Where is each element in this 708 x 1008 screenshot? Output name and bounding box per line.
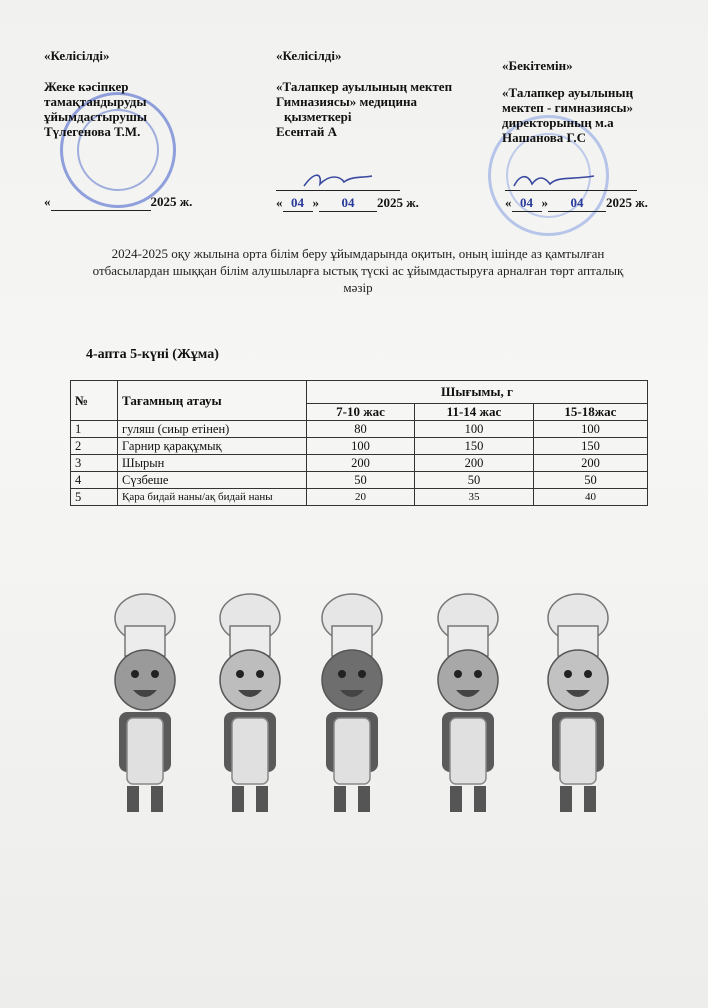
approval-right-line: Нашанова Г.С bbox=[502, 130, 586, 145]
approval-right-heading: «Бекітемін» bbox=[502, 58, 573, 73]
chef-child bbox=[548, 594, 608, 812]
approval-right-line: директорының м.а bbox=[502, 115, 614, 130]
approval-left bbox=[44, 48, 219, 139]
chef-child bbox=[438, 594, 498, 812]
approval-middle-date: « 04 » 04 2025 ж. bbox=[276, 195, 419, 210]
table-row bbox=[71, 489, 648, 506]
header-yield: Шығымы, г bbox=[307, 381, 648, 404]
approval-middle-line: Есентай А bbox=[276, 124, 338, 139]
approval-middle-line: «Талапкер ауылының мектеп bbox=[276, 79, 453, 94]
header-num: № bbox=[71, 381, 118, 421]
row-yield: 200 bbox=[307, 455, 415, 472]
row-yield: 150 bbox=[533, 438, 647, 455]
header-age-group: 7-10 жас bbox=[307, 404, 415, 421]
approval-right-line: «Талапкер ауылының bbox=[502, 85, 634, 100]
header-age-group: 11-14 жас bbox=[415, 404, 534, 421]
row-dish: Қара бидай наны/ақ бидай наны bbox=[118, 489, 307, 506]
row-num: 4 bbox=[71, 472, 118, 489]
approval-left-heading: «Келісілді» bbox=[44, 48, 110, 63]
approval-middle-heading: «Келісілді» bbox=[276, 48, 342, 63]
week-day-label: 4-апта 5-күні (Жұма) bbox=[86, 347, 219, 362]
approval-right-date: « 04 » 04 2025 ж. bbox=[505, 195, 648, 210]
header-age-group: 15-18жас bbox=[533, 404, 647, 421]
row-dish: Гарнир қарақұмық bbox=[118, 438, 307, 455]
row-yield: 50 bbox=[415, 472, 534, 489]
table-row bbox=[71, 472, 648, 489]
row-yield: 200 bbox=[415, 455, 534, 472]
row-yield: 150 bbox=[415, 438, 534, 455]
row-yield: 20 bbox=[307, 489, 415, 506]
approval-left-line: тамақтандыруды bbox=[44, 94, 147, 109]
row-yield: 80 bbox=[307, 421, 415, 438]
chef-child bbox=[220, 594, 280, 812]
header-dish-name: Тағамның атауы bbox=[118, 381, 307, 421]
row-yield: 200 bbox=[533, 455, 647, 472]
approval-left-date: « 2025 ж. bbox=[44, 194, 193, 209]
row-dish: Сүзбеше bbox=[118, 472, 307, 489]
row-num: 3 bbox=[71, 455, 118, 472]
row-yield: 100 bbox=[533, 421, 647, 438]
approval-middle bbox=[276, 48, 476, 139]
row-yield: 100 bbox=[415, 421, 534, 438]
signature-line-middle bbox=[276, 190, 400, 191]
row-dish: Шырын bbox=[118, 455, 307, 472]
table-row bbox=[71, 421, 648, 438]
approval-right-line: мектеп - гимназиясы» bbox=[502, 100, 633, 115]
approval-left-line: Түлегенова Т.М. bbox=[44, 124, 141, 139]
children-chefs-illustration bbox=[90, 580, 650, 820]
table-header-row bbox=[71, 381, 648, 404]
table-row bbox=[71, 438, 648, 455]
chef-child bbox=[115, 594, 175, 812]
row-yield: 40 bbox=[533, 489, 647, 506]
document-title: 2024-2025 оқу жылына орта білім беру ұйымдарында оқитын, оның ішінде аз қамтылған отбасылардан шыққан білім алушыларға ыстық түскі ас ұйымдастыруға арналған төрт апталық мәзір bbox=[92, 246, 624, 295]
row-yield: 100 bbox=[307, 438, 415, 455]
signature-line-right bbox=[505, 190, 637, 191]
row-yield: 50 bbox=[533, 472, 647, 489]
approval-middle-line: қызметкері bbox=[284, 109, 352, 124]
approval-left-line: Жеке кәсіпкер bbox=[44, 79, 129, 94]
table-row bbox=[71, 455, 648, 472]
approval-left-line: ұйымдастырушы bbox=[44, 109, 148, 124]
row-num: 2 bbox=[71, 438, 118, 455]
row-num: 5 bbox=[71, 489, 118, 506]
chef-child bbox=[322, 594, 382, 812]
menu-table bbox=[70, 380, 648, 506]
row-yield: 35 bbox=[415, 489, 534, 506]
approval-middle-line: Гимназиясы» медицина bbox=[276, 94, 418, 109]
row-yield: 50 bbox=[307, 472, 415, 489]
approval-right bbox=[502, 48, 682, 145]
row-dish: гуляш (сиыр етінен) bbox=[118, 421, 307, 438]
signature-right bbox=[510, 170, 600, 196]
row-num: 1 bbox=[71, 421, 118, 438]
